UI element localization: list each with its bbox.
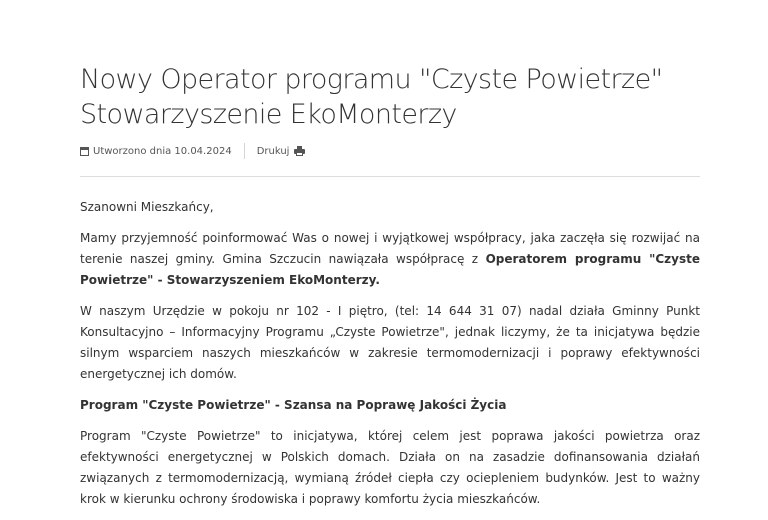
print-label: Drukuj: [256, 145, 290, 157]
paragraph-1: [80, 228, 700, 291]
page-title: [80, 62, 700, 132]
title-line-2: Stowarzyszenie EkoMonterzy: [80, 99, 457, 130]
article-body: [80, 197, 700, 510]
paragraph-1-text: Mamy przyjemność poinformować Was o nowej i wyjątkowej współpracy, jaka zaczęła się rozwijać na terenie naszej gminy. Gmina Szczucin nawiązała współpracę z: [80, 231, 700, 266]
paragraph-3: Program "Czyste Powietrze" to inicjatywa, której celem jest poprawa jakości powietrza oraz efektywności energetycznej w Polskich domach. Działa on na zasadzie dofinansowania działań związanych z termomodernizacją, wymianą źródeł ciepła czy ociepleniem budynków. Jest to ważny krok w kierunku ochrony środowiska i poprawy komfortu życia mieszkańców.: [80, 429, 700, 506]
greeting: Szanowni Mieszkańcy,: [80, 200, 214, 214]
section-heading: Program "Czyste Powietrze" - Szansa na Poprawę Jakości Życia: [80, 398, 507, 412]
created-date: Utworzono dnia 10.04.2024: [93, 145, 232, 157]
paragraph-1-bold: Operatorem programu "Czyste Powietrze" - Stowarzyszeniem EkoMonterzy.: [80, 252, 701, 287]
print-link[interactable]: [257, 146, 306, 157]
article: [80, 62, 700, 520]
calendar-icon: [80, 147, 89, 156]
article-meta: [80, 143, 700, 159]
paragraph-2: W naszym Urzędzie w pokoju nr 102 - I piętro, (tel: 14 644 31 07) nadal działa Gminny Punkt Konsultacyjno – Informacyjny Programu „Czyste Powietrze", jednak liczymy, że ta inicjatywa będzie silnym wsparciem naszych mieszkańców w zakresie termomodernizacji i poprawy efektywności energetycznej ich domów.: [80, 304, 700, 381]
meta-separator: [244, 143, 245, 159]
divider: [80, 176, 700, 177]
printer-icon: [294, 146, 305, 156]
title-line-1: Nowy Operator programu "Czyste Powietrze": [80, 64, 663, 95]
